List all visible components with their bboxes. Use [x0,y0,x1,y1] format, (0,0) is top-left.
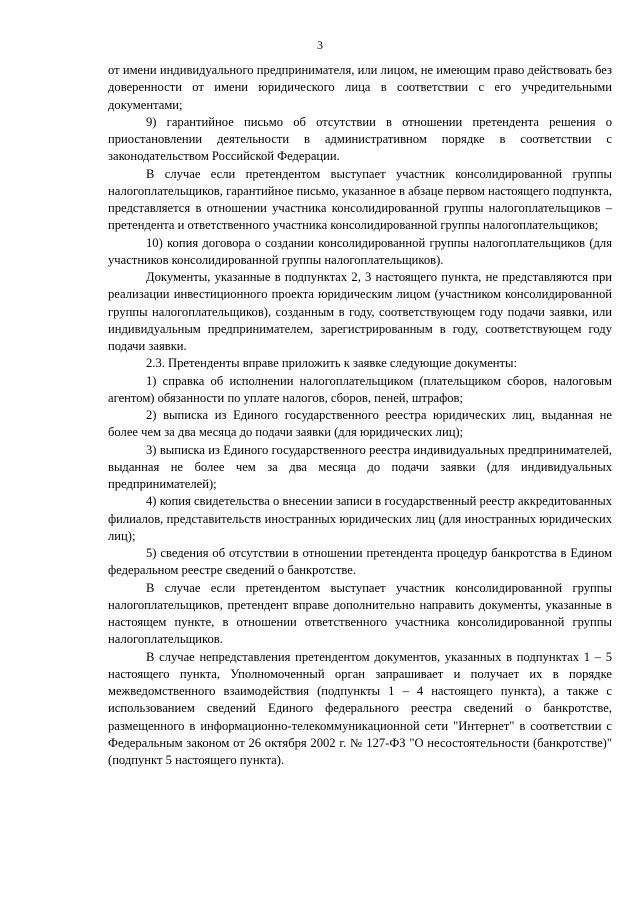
paragraph-consolidated-optional: В случае если претендентом выступает участник консолидированной группы налогоплательщиков, претендент вправе дополнительно направить документы, указанные в настоящем пункте, в отношении ответственного участника консолидированной группы налогоплательщиков. [108,580,612,647]
paragraph-interagency-request: В случае непредставления претендентом документов, указанных в подпунктах 1 – 5 настоящего пункта, Уполномоченный орган запрашивает и получает их в порядке межведомственного взаимодействия (подпункты 1 – 4 настоящего пункта), а также с использованием сведений Единого федерального реестра сведений о банкротстве, размещенного в информационно-телекоммуникационной сети "Интернет" в соответствии с Федеральным законом от 26 октября 2002 г. № 127-ФЗ "О несостоятельности (банкротстве)" (подпункт 5 настоящего пункта). [108,649,612,767]
paragraph-continuation: от имени индивидуального предпринимателя, или лицом, не имеющим право действовать без доверенности от имени юридического лица в соответствии с его учредительными документами; [108,63,612,112]
paragraph-item-9: 9) гарантийное письмо об отсутствии в отношении претендента решения о приостановлении деятельности в административном порядке в соответствии с законодательством Российской Федерации. [108,114,612,164]
paragraph-item-10: 10) копия договора о создании консолидированной группы налогоплательщиков (для участников консолидированной группы налогоплательщиков). [108,235,612,267]
paragraph-consolidated-guarantee: В случае если претендентом выступает участник консолидированной группы налогоплательщиков, гарантийное письмо, указанное в абзаце первом настоящего подпункта, представляется в отношении участника консолидированной группы налогоплательщиков – претендента и ответственного участника консолидированной группы налогоплательщиков; [108,166,612,233]
paragraph-section-2-3: 2.3. Претенденты вправе приложить к заявке следующие документы: [146,356,518,371]
paragraph-documents-exemption: Документы, указанные в подпунктах 2, 3 настоящего пункта, не представляются при реализации инвестиционного проекта юридическим лицом (участником консолидированной группы налогоплательщиков), созданным в году, соответствующем году подачи заявки, или индивидуальным предпринимателем, зарегистрированным в году, соответствующем году подачи заявки. [108,270,612,353]
paragraph-optional-item-1: 1) справка об исполнении налогоплательщиком (плательщиком сборов, налоговым агентом) обязанности по уплате налогов, сборов, пеней, штрафов; [108,373,612,405]
paragraph-optional-item-2: 2) выписка из Единого государственного реестра юридических лиц, выданная не более чем за два месяца до подачи заявки (для юридических лиц); [108,408,612,440]
paragraph-optional-item-5: 5) сведения об отсутствии в отношении претендента процедур банкротства в Едином федеральном реестре сведений о банкротстве. [108,546,612,578]
page-number: 3 [317,38,323,52]
paragraph-optional-item-4: 4) копия свидетельства о внесении записи в государственный реестр аккредитованных филиалов, представительств иностранных юридических лиц (для иностранных юридических лиц); [108,494,612,543]
document-body [108,62,612,769]
paragraph-optional-item-3: 3) выписка из Единого государственного реестра индивидуальных предпринимателей, выданная не более чем за два месяца до подачи заявки (для индивидуальных предпринимателей); [108,442,612,491]
